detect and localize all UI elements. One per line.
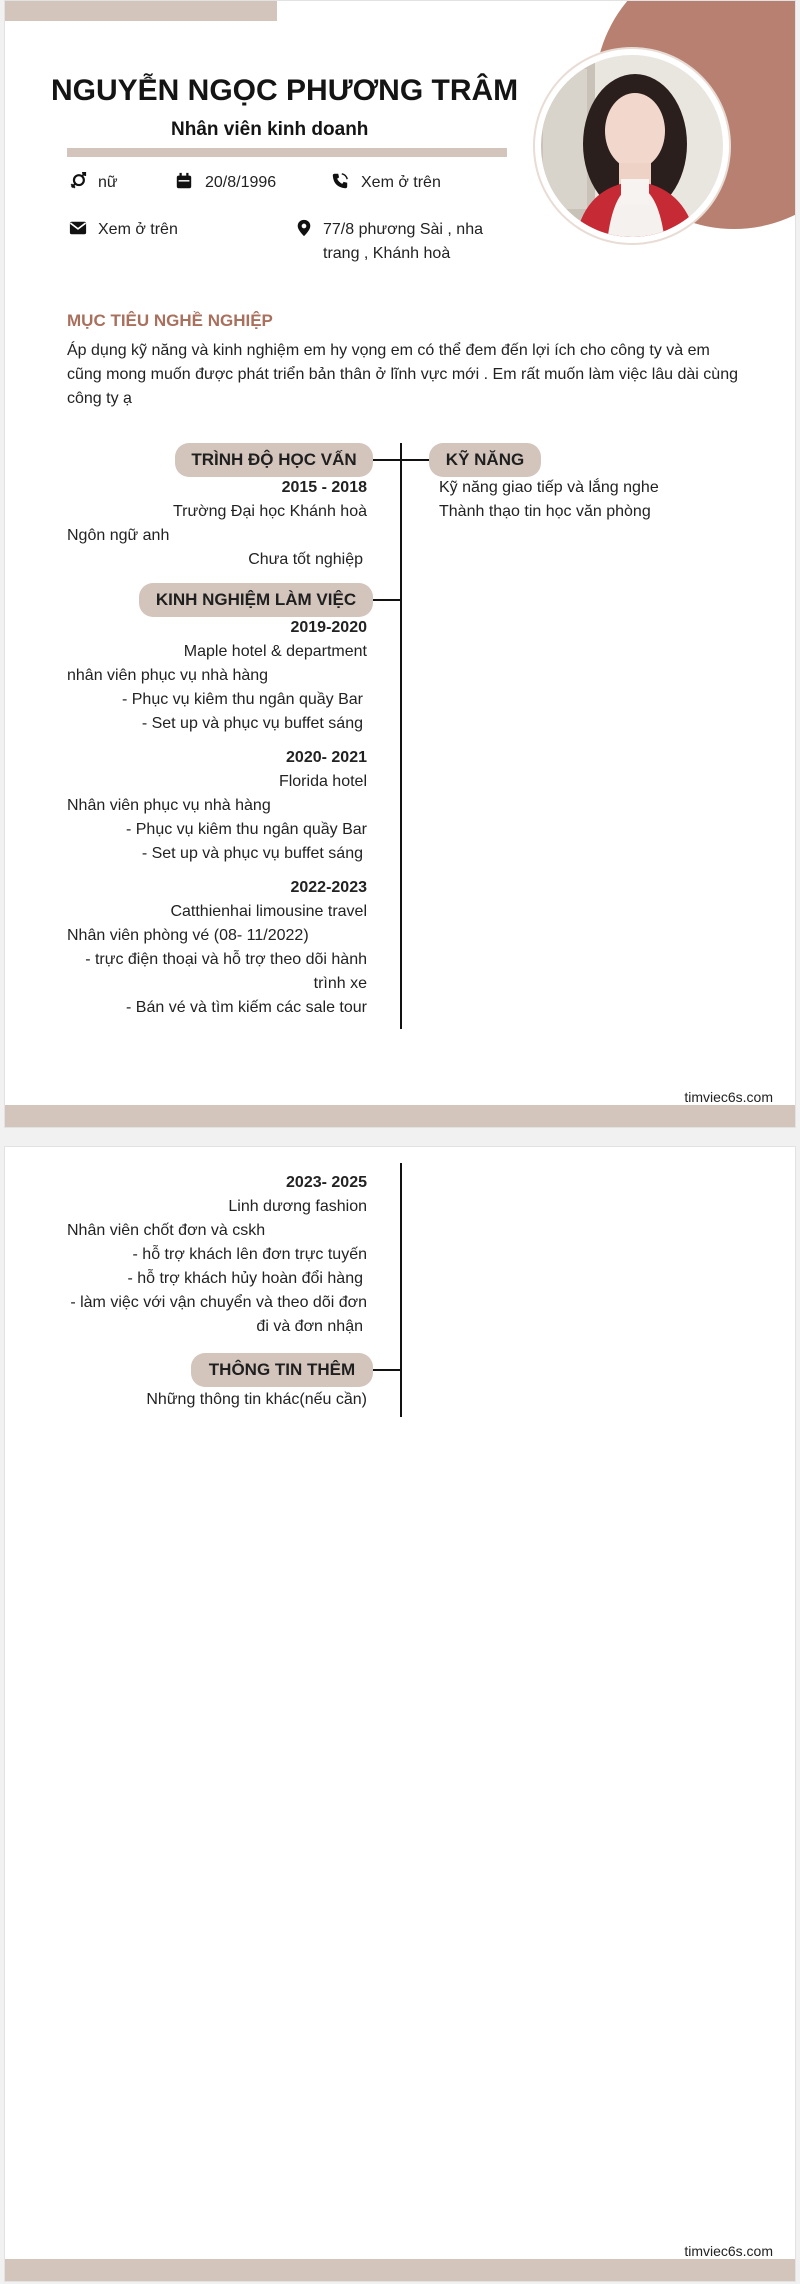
education-school: Trường Đại học Khánh hoà xyxy=(172,503,367,520)
job-company: Florida hotel xyxy=(278,773,367,790)
gender-icon xyxy=(69,172,87,190)
objective-line-1: Áp dụng kỹ năng và kinh nghiệm em hy vọng em có thể đem đến lợi ích cho công ty và em xyxy=(67,342,710,359)
timeline-line xyxy=(400,1163,402,1417)
phone-value: Xem ở trên xyxy=(361,174,441,191)
phone-icon xyxy=(331,172,349,190)
address-line-1: 77/8 phương Sài , nha xyxy=(323,221,483,238)
education-major: Ngôn ngữ anh xyxy=(67,527,170,544)
gender-value: nữ xyxy=(98,174,118,191)
education-period: 2015 - 2018 xyxy=(281,479,367,496)
education-status: Chưa tốt nghiệp xyxy=(248,551,363,568)
job-period: 2020- 2021 xyxy=(286,749,367,766)
job-duty: - Bán vé và tìm kiếm các sale tour xyxy=(126,999,367,1016)
email-icon xyxy=(69,219,87,237)
job-duty: - hỗ trợ khách lên đơn trực tuyến xyxy=(132,1246,367,1263)
job-duty: - hỗ trợ khách hủy hoàn đổi hàng xyxy=(127,1270,363,1287)
job-duty: đi và đơn nhận xyxy=(256,1318,363,1335)
avatar xyxy=(535,49,729,243)
job-duty: trình xe xyxy=(313,975,367,992)
birthdate-value: 20/8/1996 xyxy=(205,174,277,191)
experience-connector xyxy=(373,599,401,601)
footer-bar xyxy=(5,2259,795,2281)
job-title: Nhân viên kinh doanh xyxy=(171,119,369,140)
skills-header: KỸ NĂNG xyxy=(429,443,541,477)
experience-header: KINH NGHIỆM LÀM VIỆC xyxy=(139,583,373,617)
cv-page-1 xyxy=(4,0,796,1128)
education-header: TRÌNH ĐỘ HỌC VẤN xyxy=(175,443,373,477)
candidate-name: NGUYỄN NGỌC PHƯƠNG TRÂM xyxy=(51,74,519,107)
job-position: Nhân viên phòng vé (08- 11/2022) xyxy=(67,927,309,944)
footer-site: timviec6s.com xyxy=(684,1089,773,1105)
education-connector xyxy=(373,459,401,461)
objective-line-2: cũng mong muốn được phát triển bản thân ở lĩnh vực mới . Em rất muốn làm việc lâu dài cùng xyxy=(67,366,738,383)
job-duty: - trực điện thoại và hỗ trợ theo dõi hành xyxy=(85,951,367,968)
job-duty: - làm việc với vận chuyển và theo dõi đơn xyxy=(70,1294,367,1311)
job-position: nhân viên phục vụ nhà hàng xyxy=(67,667,269,684)
extra-info-connector xyxy=(373,1369,401,1371)
address-line-2: trang , Khánh hoà xyxy=(323,245,451,262)
skill-item: Kỹ năng giao tiếp và lắng nghe xyxy=(439,479,659,496)
job-period: 2019-2020 xyxy=(290,619,367,636)
job-position: Nhân viên phục vụ nhà hàng xyxy=(67,797,271,814)
calendar-icon xyxy=(175,172,193,190)
job-duty: - Set up và phục vụ buffet sáng xyxy=(141,715,363,732)
job-position: Nhân viên chốt đơn và cskh xyxy=(67,1222,266,1239)
job-company: Catthienhai limousine travel xyxy=(170,903,367,920)
job-period: 2022-2023 xyxy=(290,879,367,896)
objective-line-3: công ty ạ xyxy=(67,390,132,407)
footer-site: timviec6s.com xyxy=(684,2243,773,2259)
objective-title: MỤC TIÊU NGHỀ NGHIỆP xyxy=(67,311,273,330)
timeline-line xyxy=(400,443,402,1029)
job-company: Linh dương fashion xyxy=(228,1198,367,1215)
location-icon xyxy=(295,219,313,237)
skill-item: Thành thạo tin học văn phòng xyxy=(439,503,651,520)
job-period: 2023- 2025 xyxy=(286,1174,367,1191)
job-duty: - Set up và phục vụ buffet sáng xyxy=(141,845,363,862)
extra-info-header: THÔNG TIN THÊM xyxy=(191,1353,373,1387)
job-duty: - Phục vụ kiêm thu ngân quầy Bar xyxy=(125,821,367,838)
skills-connector xyxy=(401,459,429,461)
job-duty: - Phục vụ kiêm thu ngân quầy Bar xyxy=(121,691,363,708)
email-value: Xem ở trên xyxy=(98,221,178,238)
job-company: Maple hotel & department xyxy=(183,643,367,660)
top-accent-bar xyxy=(5,1,277,21)
cv-page-2 xyxy=(4,1146,796,2282)
footer-bar xyxy=(5,1105,795,1127)
name-underline xyxy=(67,148,507,157)
extra-info-text: Những thông tin khác(nếu cần) xyxy=(146,1391,367,1408)
